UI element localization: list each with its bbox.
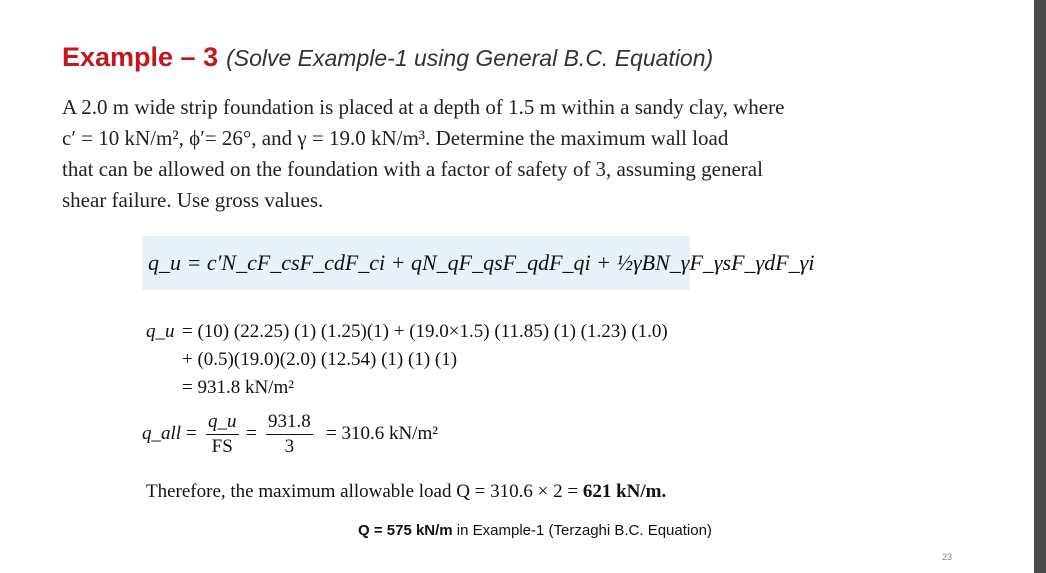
fraction-numerator: q_u xyxy=(206,410,239,435)
fraction-denominator: 3 xyxy=(284,436,295,457)
conclusion-result: 621 kN/m. xyxy=(582,481,667,502)
calc-line-1: = (10) (22.25) (1) (1.25)(1) + (19.0×1.5) (11.85) (1) (1.23) (1.0) xyxy=(182,321,668,342)
page-number: 23 xyxy=(942,552,953,562)
problem-line: shear failure. Use gross values. xyxy=(62,188,324,212)
comparison-note xyxy=(358,522,712,539)
window-edge xyxy=(1034,0,1046,573)
note-bold: Q = 575 kN/m xyxy=(358,522,453,539)
qall-result: = 310.6 kN/m² xyxy=(326,423,438,444)
qall-label: q_all xyxy=(142,423,182,444)
formula-text: q_u = c′N_cF_csF_cdF_ci + qN_qF_qsF_qdF_qi + ½γBN_γF_γsF_γdF_γi xyxy=(148,250,815,275)
problem-line: A 2.0 m wide strip foundation is placed at a depth of 1.5 m within a sandy clay, where xyxy=(62,95,785,119)
title-main: Example – 3 xyxy=(62,42,219,72)
problem-line: c′ = 10 kN/m², ϕ′= 26°, and γ = 19.0 kN/m³. Determine the maximum wall load xyxy=(62,126,729,150)
problem-statement xyxy=(62,92,942,216)
calc-line-3: = 931.8 kN/m² xyxy=(182,377,294,398)
qu-label: q_u xyxy=(146,321,175,342)
fraction-value xyxy=(266,410,313,459)
title-subtitle: (Solve Example-1 using General B.C. Equation) xyxy=(226,45,714,71)
note-text: in Example-1 (Terzaghi B.C. Equation) xyxy=(452,522,712,539)
calc-line-2: + (0.5)(19.0)(2.0) (12.54) (1) (1) (1) xyxy=(182,349,458,370)
conclusion xyxy=(146,481,666,503)
slide: Example – 3 (Solve Example-1 using General B.C. Equation) A 2.0 m wide strip foundation is placed at a depth of 1.5 m within a sandy clay, where c′ = 10 kN/m², ϕ′= 26°, and γ = 19.0 kN/m³. Determine the maximum wall load that can be allowed on the foundation with a factor of safety of 3, assuming general shear failure. Use gross values. q_u = c′N_cF_csF_cdF_ci + qN_qF_qsF_qdF_qi + ½γBN_γF_γsF_γdF_γi q_u = (10) (22.25) (1) (1.25)(1) + (19.0×1.5) (11.85) (1) (1.23) (1.0) + (0.5)(19.0)(2.0) (12.54) (1) (1) (1) = 931.8 kN/m² q_all = $\frac{q\_u}{FS}$ = $\frac{931.8}{3}$ = 310.6 kN/m² Therefore, the maximum allowable load Q = 310.6 × 2 = 621 kN/m. Q = 575 kN/m in Example-1 (Terzaghi B.C. Equation) 23 xyxy=(0,0,1034,573)
slide-title xyxy=(62,42,713,73)
fraction-denominator: FS xyxy=(211,436,233,457)
general-bearing-capacity-equation xyxy=(142,236,815,290)
fraction-qu-over-fs xyxy=(206,410,239,459)
problem-line: that can be allowed on the foundation with a factor of safety of 3, assuming general xyxy=(62,157,763,181)
conclusion-text: Therefore, the maximum allowable load Q = 310.6 × 2 = xyxy=(146,481,583,502)
fraction-numerator: 931.8 xyxy=(266,410,313,435)
